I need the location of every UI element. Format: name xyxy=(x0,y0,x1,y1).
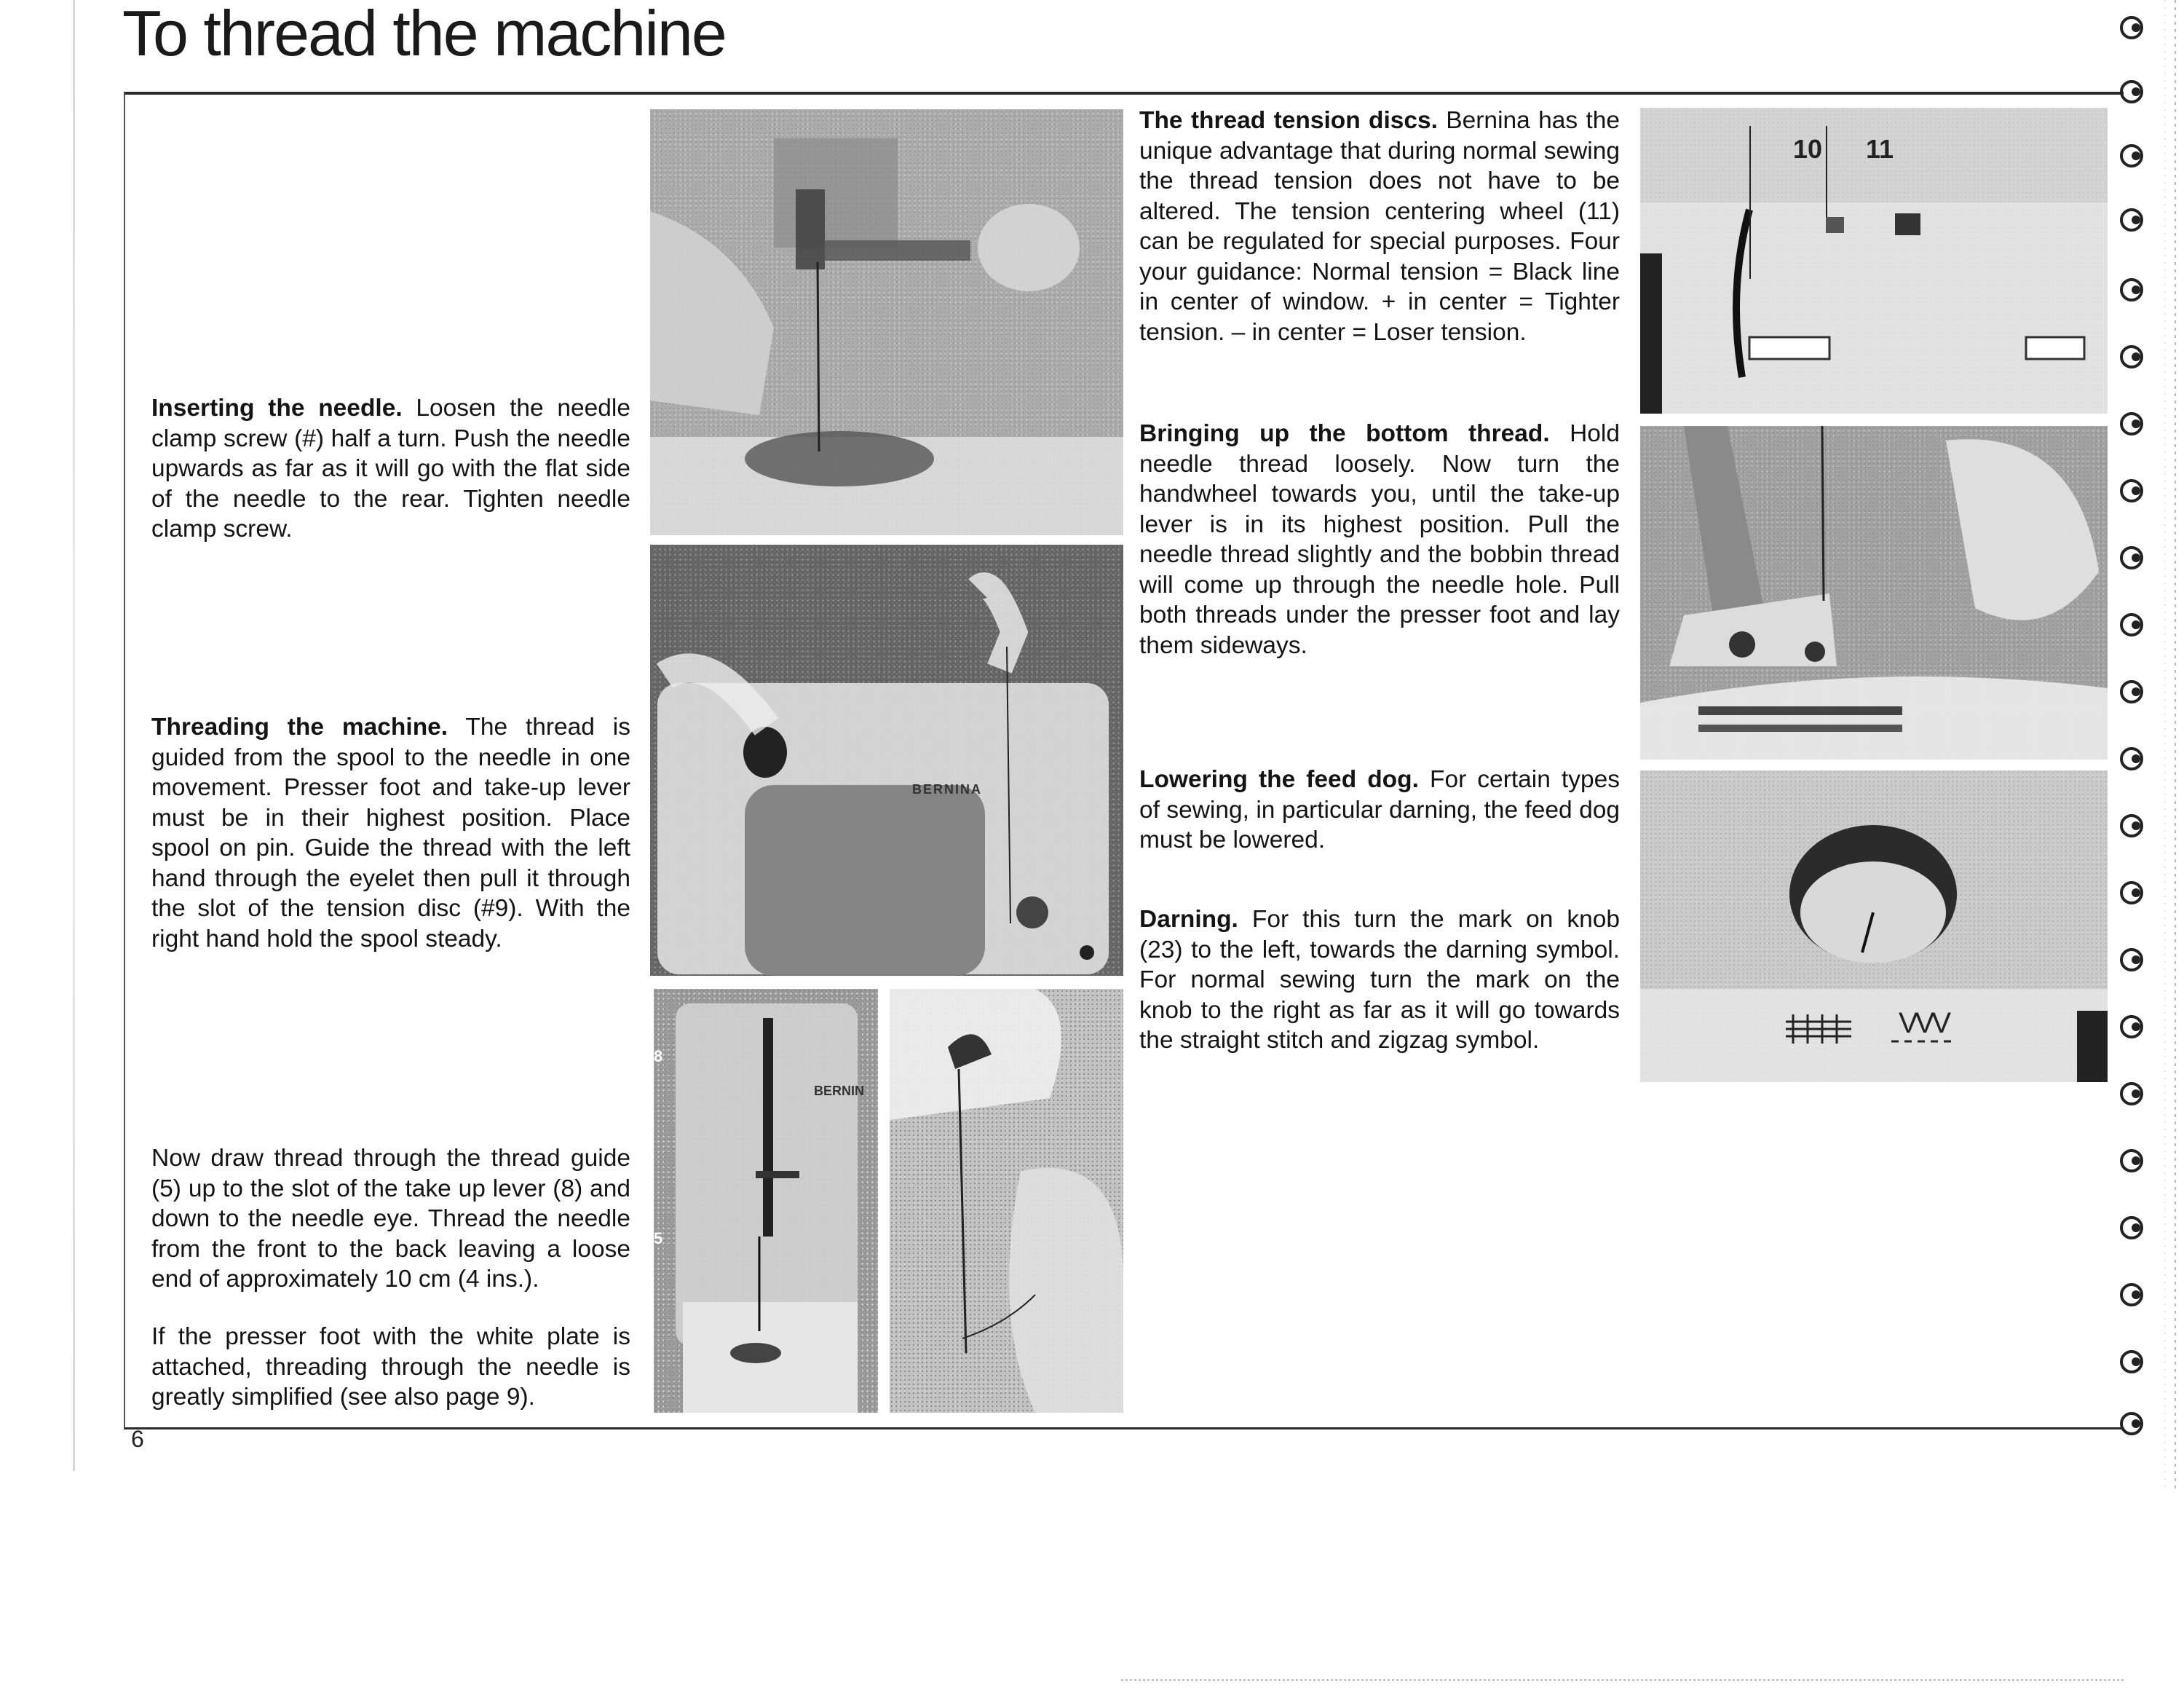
binding-ring-icon xyxy=(2117,1079,2146,1108)
tension-discs-heading: The thread tension discs. xyxy=(1139,107,1438,134)
presser-foot-note: If the presser foot with the white plate is attached, threading through the needle is greatly simplified (see also page 9). xyxy=(151,1323,630,1411)
photo-feed-dog-knob xyxy=(1640,770,2108,1082)
bottom-thread-paragraph xyxy=(1139,419,1620,660)
callout-10: 10 xyxy=(1793,134,1823,164)
bottom-thread-text: Hold needle thread loosely. Now turn the handwheel towards you, until the take-up lever is in its highest position. Pull the needle thread slightly and the bobbin thread will come up through the needle hole. Pull both threads under the presser foot and lay them sideways. xyxy=(1139,420,1620,659)
photo-threading-machine xyxy=(650,545,1123,976)
photo-thread-guide xyxy=(654,989,878,1413)
scan-left-edge xyxy=(73,0,75,1471)
darning-paragraph xyxy=(1139,904,1620,1056)
binding-ring-icon xyxy=(2117,945,2146,974)
darning-heading: Darning. xyxy=(1139,906,1238,933)
threading-machine-paragraph xyxy=(151,712,630,954)
scan-bottom-dots xyxy=(1121,1679,2126,1681)
threading-machine-heading: Threading the machine. xyxy=(151,714,448,741)
callout-11: 11 xyxy=(1866,134,1894,164)
binding-ring-icon xyxy=(2117,677,2146,706)
inserting-needle-heading: Inserting the needle. xyxy=(151,395,403,422)
binding-ring-icon xyxy=(2117,543,2146,572)
binding-ring-icon xyxy=(2117,409,2146,438)
callout-8: 8 xyxy=(654,1047,663,1065)
binding-ring-icon xyxy=(2117,1213,2146,1242)
binding-ring-icon xyxy=(2117,1280,2146,1309)
page-number: 6 xyxy=(131,1426,144,1452)
bernina-logo-text: BERNINA xyxy=(912,782,983,797)
feed-dog-paragraph xyxy=(1139,765,1620,856)
binding-ring-icon xyxy=(2117,205,2146,234)
feed-dog-text: For certain types of sewing, in particular darning, the feed dog must be lowered. xyxy=(1139,766,1620,853)
darning-text: For this turn the mark on knob (23) to the left, towards the darning symbol. For normal sewing turn the mark on the knob to the right as far as it will go towards the straight stitch and zigzag symbol. xyxy=(1139,906,1620,1054)
binding-ring-icon xyxy=(2117,744,2146,773)
binding-ring-icon xyxy=(2117,1409,2146,1438)
bernina-logo-partial: BERNIN xyxy=(814,1084,865,1098)
threading-machine-text: The thread is guided from the spool to the needle in one movement. Presser foot and take-up lever must be in their highest position. Place spool on pin. Guide the thread with the left hand through the eyelet then pull it through the slot of the tension disc (#9). With the right hand hold the spool steady. xyxy=(151,714,630,953)
page-title: To thread the machine xyxy=(122,0,726,69)
binding-ring-icon xyxy=(2117,342,2146,371)
tension-discs-paragraph xyxy=(1139,106,1620,347)
binding-ring-icon xyxy=(2117,1146,2146,1175)
inserting-needle-text: Loosen the needle clamp screw (#) half a turn. Push the needle upwards as far as it will go with the flat side of the needle to the rear. Tighten needle clamp screw. xyxy=(151,395,630,543)
tension-discs-text: Bernina has the unique advantage that during normal sewing the thread tension does not have to be altered. The tension centering wheel (11) can be regulated for special purposes. Four your guidance: Normal tension = Black line in center of window. + in center = Tighter tension. – in center = Loser tension. xyxy=(1139,107,1620,346)
zigzag-symbol: VVV xyxy=(1899,1007,1949,1039)
photo-bottom-thread xyxy=(1640,426,2108,760)
inserting-needle-paragraph xyxy=(151,393,630,545)
binding-ring-icon xyxy=(2117,77,2146,106)
binding-ring-icon xyxy=(2117,1012,2146,1041)
callout-5: 5 xyxy=(654,1229,663,1247)
binding-ring-icon xyxy=(2117,275,2146,304)
binding-ring-icon xyxy=(2117,141,2146,170)
photo-needle-eye xyxy=(890,989,1123,1413)
draw-thread-paragraph: Now draw thread through the thread guide (5) up to the slot of the take up lever (8) and down to the needle eye. Thread the needle from the front to the back leaving a loose end of approximately 10 cm (4 ins.). xyxy=(151,1145,630,1293)
binding-ring-icon xyxy=(2117,476,2146,505)
photo-tension-discs xyxy=(1640,108,2108,414)
binding-ring-icon xyxy=(2117,13,2146,42)
photo-inserting-needle xyxy=(650,109,1123,535)
binding-ring-icon xyxy=(2117,878,2146,907)
binding-ring-icon xyxy=(2117,1347,2146,1376)
feed-dog-heading: Lowering the feed dog. xyxy=(1139,766,1419,793)
bottom-thread-heading: Bringing up the bottom thread. xyxy=(1139,420,1550,447)
binding-ring-icon xyxy=(2117,811,2146,840)
binding-ring-icon xyxy=(2117,610,2146,639)
